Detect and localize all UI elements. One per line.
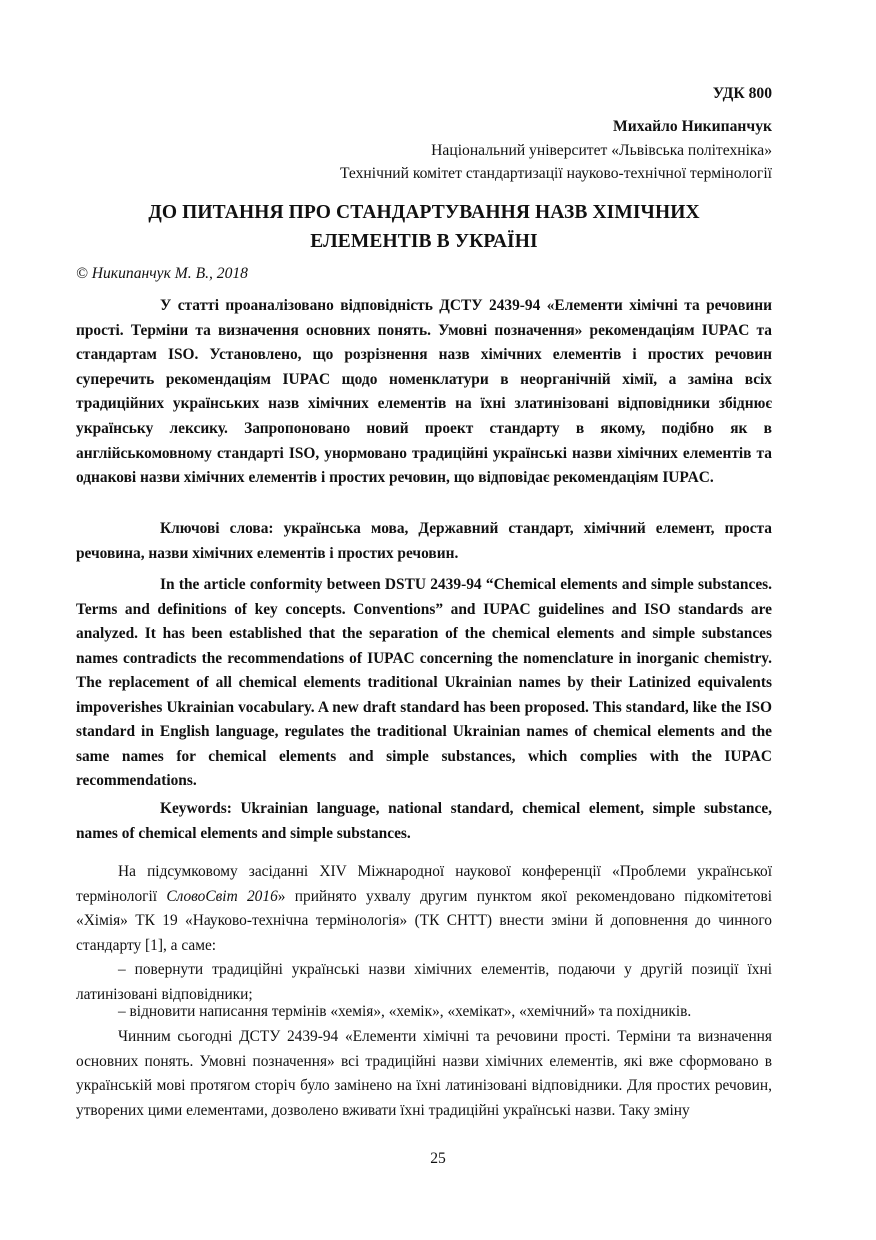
title-line-2: ЕЛЕМЕНТІВ В УКРАЇНІ	[310, 231, 538, 252]
author-name: Михайло Никипанчук	[613, 118, 772, 135]
affiliation-university: Національний університет «Львівська політехніка»	[431, 142, 772, 159]
keywords-english: Keywords: Ukrainian language, national standard, chemical element, simple substance, names of chemical elements and simple substances.	[76, 800, 772, 842]
abstract-english: In the article conformity between DSTU 2439-94 “Chemical elements and simple substances. Terms and definitions of key concepts. Conventions” and IUPAC guidelines and ISO standards are analyzed. It has been established that the separation of the chemical elements and simple substances names contradicts the recommendations of IUPAC concerning the nomenclature in inorganic chemistry. The replacement of all chemical elements traditional Ukrainian names by their Latinized equivalents impoverishes Ukrainian vocabulary. A new draft standard has been proposed. This standard, like the ISO standard in English language, regulates the traditional Ukrainian names of chemical elements and the same names for chemical elements and simple substances, which complies with the IUPAC recommendations.	[76, 576, 772, 789]
body-paragraph-2: Чинним сьогодні ДСТУ 2439-94 «Елементи хімічні та речовини прості. Терміни та визначення основних понять. Умовні позначення» всі традиційні назви хімічних елементів, які вже сформовано в українській мові протягом сторіч було замінено на їхні латинізовані відповідники. Для простих речовин, утворених цими елементами, дозволено вживати їхні традиційні українські назви. Таку зміну	[76, 1028, 772, 1120]
body-paragraph-1	[76, 860, 772, 959]
body-paragraph-1-end: » прийнято ухвалу другим пунктом якої рекомендовано підкомітетові «Хімія» ТК 19 «Науково-технічна термінологія» (ТК СНТТ) внести зміни й доповнення до чинного стандарту [1], а саме:	[76, 887, 772, 955]
keywords-ukrainian: Ключові слова: українська мова, Державний стандарт, хімічний елемент, проста речовина, назви хімічних елементів і простих речовин.	[76, 520, 772, 562]
body-paragraph-1-start: На підсумковому засіданні XIV Міжнародної наукової конференції «Проблеми української термінології	[76, 863, 772, 905]
list-item-2: – відновити написання термінів «хемія», «хемік», «хемікат», «хемічний» та похідників.	[118, 1003, 692, 1020]
udk-code: УДК 800	[712, 85, 772, 102]
conference-name: СловоСвіт 2016	[166, 887, 278, 905]
article-title	[76, 198, 772, 256]
abstract-ukrainian: У статті проаналізовано відповідність ДСТУ 2439-94 «Елементи хімічні та речовини прості. Терміни та визначення основних понять. Умовні позначення» рекомендаціям IUPAC та стандартам ISO. Установлено, що розрізнення назв хімічних елементів і простих речовин суперечить рекомендаціям IUPAC щодо номенклатури в неорганічній хімії, а заміна всіх традиційних українських назв хімічних елементів на їхні златинізовані відповідники збіднює українську лексику. Запропоновано новий проект стандарту в якому, подібно як в англійськомовному стандарті ISO, унормовано традиційні українські назви хімічних елементів та однакові назви хімічних елементів і простих речовин, що відповідає рекомендаціям IUPAC.	[76, 297, 772, 487]
title-line-1: ДО ПИТАННЯ ПРО СТАНДАРТУВАННЯ НАЗВ ХІМІЧНИХ	[148, 202, 700, 223]
list-item-1: – повернути традиційні українські назви хімічних елементів, подаючи у другій позиції їхні латинізовані відповідники;	[76, 961, 772, 1003]
copyright-line: © Никипанчук М. В., 2018	[76, 265, 248, 282]
page-number: 25	[430, 1150, 446, 1167]
affiliation-committee: Технічний комітет стандартизації науково-технічної термінології	[339, 165, 772, 182]
